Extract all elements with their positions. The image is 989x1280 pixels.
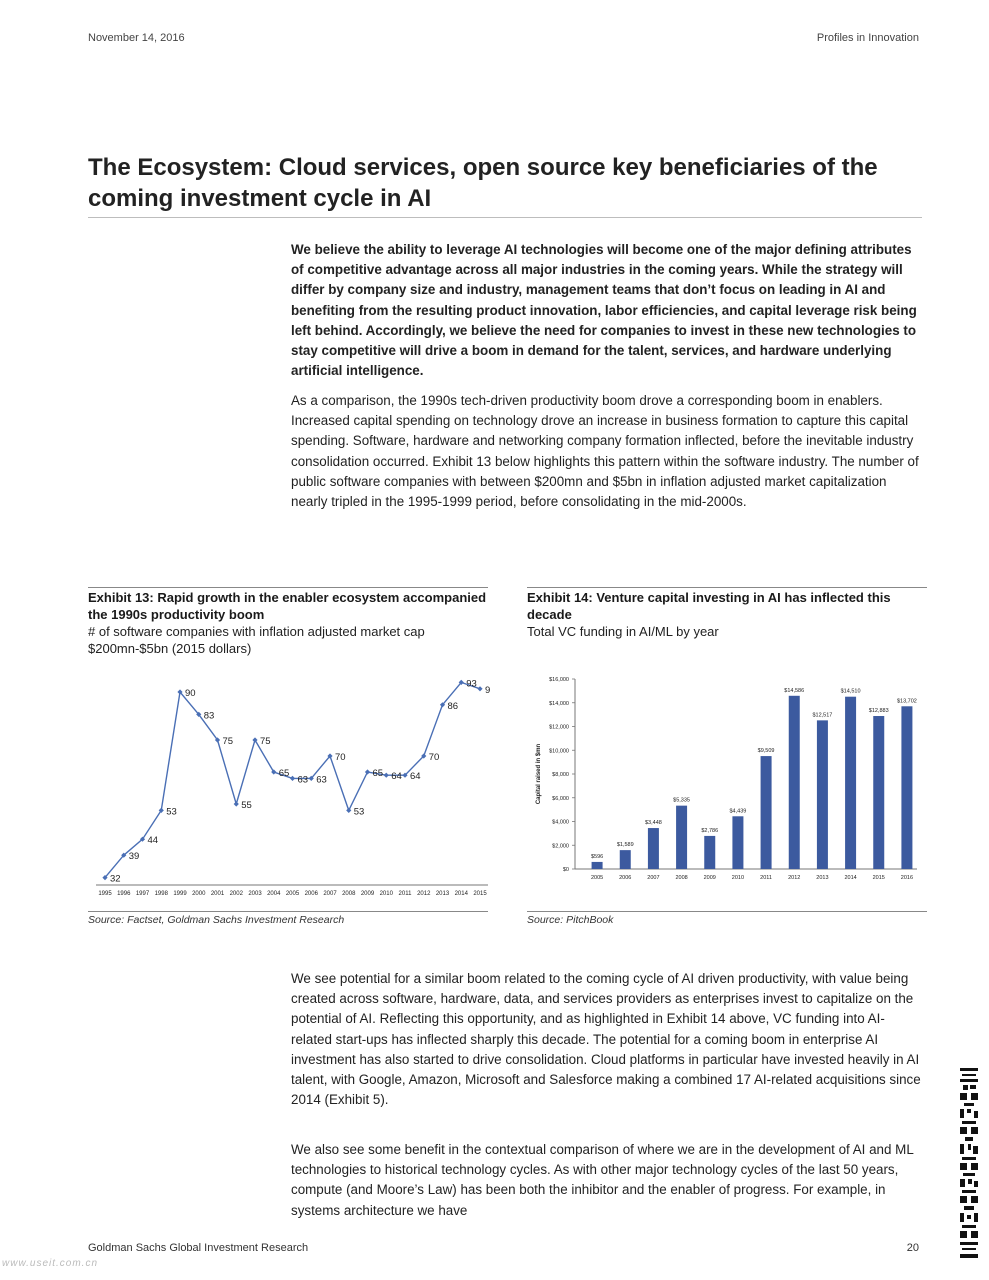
x-tick-label: 2003 [248,891,262,897]
y-tick-label: $14,000 [549,700,569,707]
body-paragraph-2 [291,969,921,1110]
exhibit-13-title: Exhibit 13: Rapid growth in the enabler ecosystem accompanied the 1990s productivity boom [88,590,487,622]
data-point-marker [365,769,370,774]
data-point-marker [234,801,239,806]
x-tick-label: 2006 [619,875,632,881]
header-date: November 14, 2016 [88,32,185,44]
data-point-label: 64 [391,771,402,783]
lead-paragraph [291,240,921,381]
x-tick-label: 1998 [154,891,168,897]
y-tick-label: $10,000 [549,748,569,755]
x-tick-label: 2016 [900,875,914,881]
exhibit-14-subtitle: Total VC funding in AI/ML by year [527,624,719,639]
paragraph-2-text: We see potential for a similar boom related to the coming cycle of AI driven productivity, with value being created across software, hardware, data, and services providers as enterprises invest to capitalize on the potential of AI. Reflecting this opportunity, and as highlighted in Exhibit 14 above, VC funding into AI-related start-ups has inflected sharply this decade. The potential for a coming boom in enterprise AI investment has also started to drive consolidation. Cloud platforms in particular have invested heavily in AI talent, with Google, Amazon, Microsoft and Salesforce making a combined 17 AI-related acquisitions since 2014 (Exhibit 5). [291,971,921,1108]
data-point-label: 86 [447,700,459,712]
x-tick-label: 2000 [192,891,206,897]
data-point-marker [477,686,482,691]
footer-page-number: 20 [906,1242,919,1254]
bar-value-label: $12,517 [812,712,833,719]
data-point-label: 64 [410,771,421,783]
x-tick-label: 2005 [590,875,604,881]
body-paragraph-1 [291,391,921,512]
bar-value-label: $1,589 [616,842,634,849]
y-tick-label: $4,000 [552,819,569,826]
x-tick-label: 2015 [473,891,487,897]
data-point-marker [346,808,351,813]
data-point-label: 9 [485,684,490,696]
bar-value-label: $596 [590,853,604,860]
header-series: Profiles in Innovation [816,32,919,44]
bar [817,720,828,869]
exhibit-14-source: Source: PitchBook [527,914,614,926]
data-point-label: 83 [203,710,215,722]
title-divider [88,217,922,218]
bar [901,706,912,869]
x-tick-label: 2014 [454,891,468,897]
x-tick-label: 1999 [173,891,187,897]
data-point-label: 65 [278,768,290,779]
data-point-label: 44 [147,835,159,847]
watermark-text: www.useit.com.cn [2,1258,99,1269]
bar-value-label: $12,883 [868,708,889,715]
data-point-label: 55 [241,800,252,811]
data-point-label: 39 [128,851,140,863]
y-tick-label: $2,000 [552,843,569,850]
bar [732,816,743,869]
bar-value-label: $9,509 [757,748,775,755]
paragraph-3-text: We also see some benefit in the contextual comparison of where we are in the development of AI and ML technologies to historical technology cycles. As with other major technology cycles of the last 50 years, compute (and Moore’s Law) has been both the inhibitor and the enabler of progress. For example, in systems architecture we have [291,1142,914,1218]
lead-text: We believe the ability to leverage AI technologies will become one of the major defining attributes of competitive advantage across all major industries in the coming years. While the strategy will differ by company size and industry, management teams that don’t focus on leading in AI and benefiting from the resulting product innovation, labor efficiencies, and capital leverage risk being left behind. Accordingly, we believe the need for companies to invest in these new technologies to stay competitive will drive a boom in demand for the talent, services, and hardware underlying artificial intelligence. [291,242,917,379]
x-tick-label: 2004 [267,891,281,897]
y-tick-label: $8,000 [552,772,569,778]
exhibit-14-bottom-rule [527,911,927,912]
bar [592,862,603,869]
exhibit-14-bar-chart [527,670,927,895]
x-tick-label: 2010 [731,875,745,881]
exhibit-14 [527,587,927,640]
exhibit-13-top-rule [88,587,488,588]
x-tick-label: 2012 [788,875,801,881]
x-tick-label: 2008 [675,875,688,881]
footer-publisher: Goldman Sachs Global Investment Research [88,1242,309,1254]
x-tick-label: 2002 [229,891,243,897]
x-tick-label: 2006 [304,891,318,897]
data-point-label: 63 [297,774,309,786]
data-point-label: 53 [353,806,365,818]
bar-value-label: $14,586 [784,687,805,694]
y-tick-label: $0 [562,867,569,873]
data-point-marker [290,776,295,781]
exhibit-13-line-chart [88,660,490,905]
bar-value-label: $3,448 [645,820,662,827]
bar-value-label: $5,335 [673,797,690,804]
page-title: The Ecosystem: Cloud services, open source key beneficiaries of the coming investment cycle in AI [88,154,878,212]
x-tick-label: 2015 [872,875,885,881]
data-point-label: 75 [260,736,271,747]
bar [761,756,772,869]
y-tick-label: $16,000 [549,677,569,683]
y-tick-label: $6,000 [552,795,569,802]
exhibit-13 [88,587,488,657]
data-point-marker [384,773,389,778]
bar-value-label: $4,439 [729,808,747,815]
bar [648,828,659,869]
x-tick-label: 2007 [323,891,337,897]
x-tick-label: 1997 [135,891,150,897]
bar-value-label: $14,510 [840,688,861,695]
y-tick-label: $12,000 [549,724,569,731]
x-tick-label: 2011 [760,875,772,881]
x-tick-label: 2013 [816,875,829,881]
x-tick-label: 2007 [647,875,660,881]
x-tick-label: 2012 [417,891,431,897]
exhibit-14-title: Exhibit 14: Venture capital investing in AI has inflected this decade [527,590,891,622]
bar [676,806,687,869]
paragraph-1-text: As a comparison, the 1990s tech-driven productivity boom drove a corresponding boom in enablers. Increased capital spending on technology drove an increase in business formation to capture this capital spending. Software, hardware and networking company formation inflected, before the inevitable industry consolidation occurred. Exhibit 13 below highlights this pattern within the software industry. The number of public software companies with between $200mn and $5bn in inflation adjusted market capitalization nearly tripled in the 1995-1999 period, before consolidating in the mid-2000s. [291,393,919,510]
bar [620,850,631,869]
bar [789,696,800,869]
data-point-label: 32 [110,873,121,885]
exhibit-13-source: Source: Factset, Goldman Sachs Investment Research [88,914,345,926]
exhibit-13-subtitle: # of software companies with inflation adjusted market cap $200mn-$5bn (2015 dollars) [88,624,425,656]
x-tick-label: 2013 [435,891,450,897]
exhibit-14-top-rule [527,587,927,588]
body-paragraph-3 [291,1140,921,1221]
x-tick-label: 2009 [703,875,716,881]
bar [845,697,856,869]
data-point-label: 65 [372,768,384,779]
exhibit-13-bottom-rule [88,911,488,912]
bar [704,836,715,869]
y-axis-title: Capital raised in $mn [536,743,542,805]
data-point-label: 63 [316,774,327,786]
x-tick-label: 2001 [210,891,225,897]
x-tick-label: 2009 [360,891,375,897]
x-tick-label: 1995 [98,891,112,897]
x-tick-label: 1996 [117,891,131,897]
bar-value-label: $2,786 [701,827,719,834]
data-point-label: 70 [428,752,440,763]
data-point-label: 70 [335,752,346,763]
data-point-label: 75 [222,736,234,747]
barcode-image [960,1068,978,1258]
x-tick-label: 2014 [844,875,857,881]
x-tick-label: 2010 [379,891,393,897]
bar-value-label: $13,702 [896,698,917,705]
data-point-label: 53 [166,806,177,818]
x-tick-label: 2008 [342,891,356,897]
data-point-label: 90 [185,688,196,699]
x-tick-label: 2005 [285,891,300,897]
data-point-label: 93 [466,678,477,690]
bar [873,716,884,869]
x-tick-label: 2011 [398,891,412,897]
